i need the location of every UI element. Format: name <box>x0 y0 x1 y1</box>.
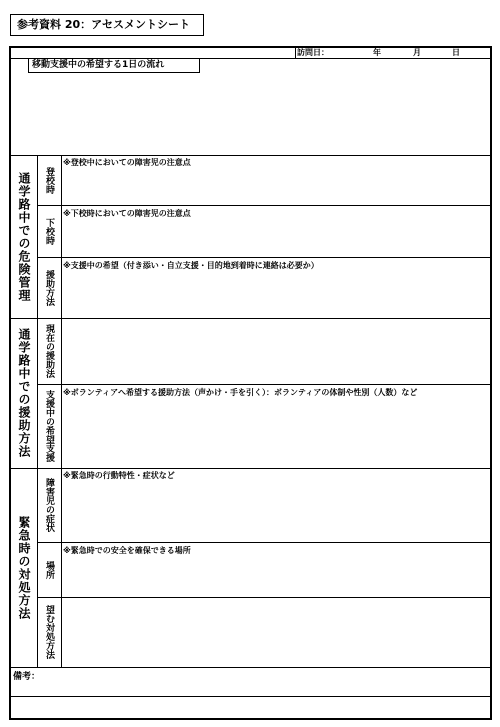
row-label-desired-support: 支援中の希望支援 <box>44 390 54 462</box>
row-label-symptoms: 障害児の症状 <box>44 478 54 532</box>
row-label-current-assistance: 現在の援助法 <box>44 324 54 378</box>
document-title: 参考資料 20：アセスメントシート <box>10 14 204 36</box>
note-going-home: ※下校時においての障害児の注意点 <box>63 209 191 218</box>
category-danger-management: 通学路中での危険管理 <box>17 171 31 302</box>
visit-date-label: 訪問日： <box>297 48 329 57</box>
category-assistance-methods: 通学路中での援助方法 <box>17 328 31 458</box>
row-label-going-to-school: 登校時 <box>44 166 54 194</box>
month-label: 月 <box>413 48 421 57</box>
category-emergency-response: 緊急時の対処方法 <box>17 515 31 620</box>
note-symptoms: ※緊急時の行動特性・症状など <box>63 471 175 480</box>
assessment-sheet <box>9 46 492 720</box>
daily-flow-label: 移動支援中の希望する1日の流れ <box>28 59 200 73</box>
row-label-assistance-method: 援助方法 <box>44 269 54 306</box>
date-row <box>11 48 490 59</box>
row-label-going-home: 下校時 <box>44 217 54 245</box>
note-assistance-method: ※支援中の希望（付き添い・自立支援・目的地到着時に連絡は必要か） <box>63 261 319 270</box>
note-going-to-school: ※登校中においての障害児の注意点 <box>63 158 191 167</box>
row-label-desired-response: 望む対処方法 <box>44 605 54 659</box>
row-label-place: 場所 <box>44 560 54 579</box>
note-place: ※緊急時での安全を確保できる場所 <box>63 546 191 555</box>
year-label: 年 <box>373 48 381 57</box>
day-label: 日 <box>452 48 460 57</box>
remarks-label: 備考： <box>13 672 41 682</box>
note-desired-support: ※ボランティアへ希望する援助方法（声かけ・手を引く）：ボランティアの体制や性別（人数）など <box>63 388 418 397</box>
